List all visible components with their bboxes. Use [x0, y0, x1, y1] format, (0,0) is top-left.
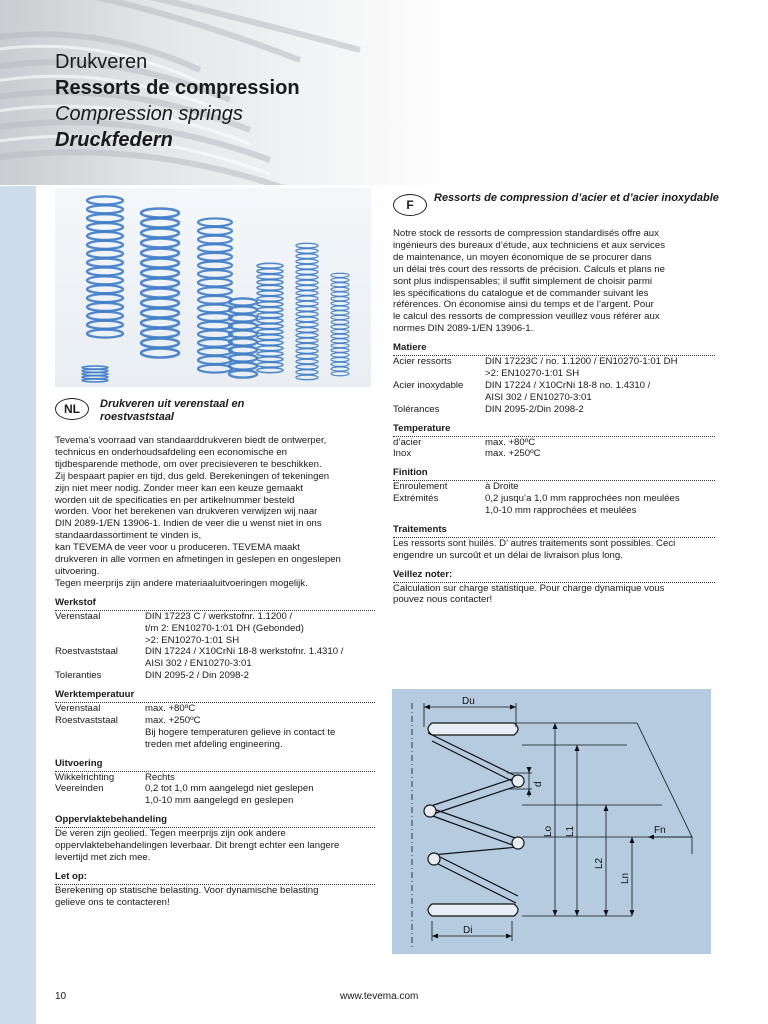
- nl-column: [55, 435, 375, 909]
- spring: [141, 209, 179, 358]
- spec-row: [393, 392, 715, 404]
- spec-key: Roestvaststaal: [55, 714, 118, 726]
- spec-value: max. +250ºC: [145, 714, 201, 726]
- spec-value: DIN 17224 / X10CrNi 18-8 no. 1.4310 /: [485, 379, 651, 391]
- text-line: Berekening op statische belasting. Voor dynamische belasting: [55, 884, 319, 896]
- spec-value: DIN 17224 / X10CrNi 18-8 werkstofnr. 1.4310 /: [145, 646, 344, 658]
- nl-letop-title: Let op:: [55, 871, 375, 885]
- spec-value: AISI 302 / EN10270-3:01: [145, 658, 252, 670]
- text-line: engendre un surcoût et un délai de livraison plus long.: [393, 549, 623, 561]
- spec-key: [55, 635, 145, 647]
- spec-value: 0,2 tot 1,0 mm aangelegd niet geslepen: [145, 783, 314, 795]
- title-en: Compression springs: [55, 103, 243, 125]
- text-line: levertijd met zich mee.: [55, 852, 151, 863]
- spring: [296, 243, 318, 379]
- intro-line: kan TEVEMA de veer voor u produceren. TEVEMA maakt: [55, 542, 300, 554]
- spec-value: treden met afdeling engineering.: [145, 738, 283, 750]
- label-fn: Fn: [654, 825, 666, 836]
- spec-key: [55, 795, 145, 807]
- spec-row: [55, 703, 375, 715]
- intro-line: Notre stock de ressorts de compression standardisés offre aux: [393, 228, 659, 239]
- fr-matiere-table: [393, 356, 715, 416]
- spec-row: [393, 368, 715, 380]
- spring: [229, 298, 257, 377]
- spec-key: Inox: [393, 448, 412, 460]
- spec-value: t/m 2: EN10270-1:01 DH (Gebonded): [145, 622, 304, 634]
- spec-row: [393, 505, 715, 517]
- spec-value: 1,0-10 mm aangelegd en geslepen: [145, 795, 294, 807]
- intro-line: technicus en onderhoudsafdeling een economische en: [55, 446, 288, 458]
- nl-uitvoering-table: [55, 772, 375, 808]
- spec-row: [55, 670, 375, 682]
- fr-veuillez-text: [393, 583, 715, 607]
- spec-value: >2: EN10270-1:01 SH: [145, 634, 240, 646]
- spec-row: [55, 635, 375, 647]
- spring: [87, 196, 123, 337]
- fr-veuillez-title: Veillez noter:: [393, 569, 715, 583]
- spec-row: [393, 481, 715, 493]
- intro-line: normes DIN 2089-1/EN 13906-1.: [393, 323, 534, 335]
- intro-line: sont plus indispensables; il suffit simplement de choisir parmi: [393, 275, 652, 287]
- text-line: Les ressorts sont huilés. D’ autres traitements sont possibles. Ceci: [393, 537, 676, 549]
- spec-key: [55, 658, 145, 670]
- spring: [257, 263, 283, 372]
- intro-line: ingénieurs des bureaux d’étude, aux techniciens et aux services: [393, 239, 665, 251]
- spec-row: [393, 380, 715, 392]
- spec-key: [55, 739, 145, 751]
- intro-line: tijdbesparende methode, om over precisieveren te beschikken.: [55, 458, 322, 470]
- intro-line: le calcul des ressorts de compression veuillez vous référer aux: [393, 311, 660, 323]
- nl-intro-paragraph: [55, 435, 375, 590]
- title-nl: Drukveren: [55, 51, 148, 73]
- spec-value: DIN 2095-2/Din 2098-2: [485, 403, 584, 415]
- spec-key: Veereinden: [55, 783, 104, 795]
- nl-oppervlakte-text: [55, 828, 375, 864]
- page-titles: [55, 49, 300, 153]
- spec-row: [393, 437, 715, 449]
- intro-line: Tegen meerprijs zijn andere materiaaluitvoeringen mogelijk.: [55, 577, 308, 589]
- spec-key: Acier inoxydable: [393, 379, 464, 391]
- label-ln: Ln: [620, 872, 631, 884]
- text-line: De veren zijn geolied. Tegen meerprijs zijn ook andere: [55, 828, 286, 840]
- intro-line: un délai très court des ressorts de précision. Calculs et plans ne: [393, 263, 665, 275]
- text-line: gelieve ons te contacteren!: [55, 896, 170, 908]
- spec-row: [55, 611, 375, 623]
- spec-row: [55, 658, 375, 670]
- spec-row: [55, 739, 375, 751]
- fr-finition-table: [393, 481, 715, 517]
- nl-werkstof-title: Werkstof: [55, 597, 375, 611]
- spec-key: Acier ressorts: [393, 356, 452, 368]
- fr-section-heading: Ressorts de compression d’acier et d’acier inoxydable: [434, 192, 719, 204]
- label-lo: Lo: [543, 825, 554, 837]
- side-stripe: [0, 186, 36, 1024]
- spec-value: AISI 302 / EN10270-3:01: [485, 391, 592, 403]
- intro-line: worden uit de specificaties en per artikelnummer besteld: [55, 494, 295, 506]
- spec-key: [393, 368, 485, 380]
- spec-value: max. +80ºC: [145, 703, 196, 715]
- spec-key: [393, 505, 485, 517]
- intro-line: standaardassortiment te vinden is,: [55, 530, 202, 542]
- fr-traitements-text: [393, 538, 715, 562]
- nl-section-heading: Drukveren uit verenstaal en roestvaststaal: [100, 398, 245, 423]
- spec-key: Tolérances: [393, 403, 440, 415]
- spec-value: 1,0-10 mm rapprochées et meulées: [485, 505, 637, 517]
- fr-temperature-title: Temperature: [393, 423, 715, 437]
- fr-language-badge: F: [393, 194, 427, 216]
- spring: [198, 218, 232, 372]
- spec-key: [55, 623, 145, 635]
- intro-line: zijn niet meer nodig. Zonder meer kan een keuze gemaakt: [55, 482, 303, 494]
- fr-temperature-table: [393, 437, 715, 461]
- spring: [331, 273, 349, 376]
- footer-url: www.tevema.com: [340, 991, 419, 1002]
- spring-coils: [424, 723, 524, 916]
- intro-line: références. On économise ainsi du temps et de l’argent. Pour: [393, 299, 654, 311]
- spec-value: DIN 17223 C / werkstofnr. 1.1200 /: [145, 610, 293, 622]
- spec-key: Enroulement: [393, 481, 448, 493]
- spec-row: [55, 646, 375, 658]
- spring: [82, 366, 108, 382]
- page-number: 10: [55, 991, 67, 1002]
- spring-dimension-diagram: [392, 689, 711, 954]
- intro-line: uitvoering.: [55, 565, 100, 577]
- spec-key: [55, 727, 145, 739]
- label-l2: L2: [594, 857, 605, 869]
- title-de: Druckfedern: [55, 129, 173, 151]
- spec-row: [55, 715, 375, 727]
- spec-value: >2: EN10270-1:01 SH: [485, 367, 580, 379]
- intro-line: Zij bespaart papier en tijd, dus geld. Berekeningen of tekeningen: [55, 470, 330, 482]
- spec-key: Roestvaststaal: [55, 646, 118, 658]
- spec-key: Extrémités: [393, 493, 439, 505]
- spec-value: 0,2 jusqu’a 1,0 mm rapprochées non meulées: [485, 493, 680, 505]
- spec-value: DIN 2095-2 / Din 2098-2: [145, 670, 249, 682]
- fr-intro-paragraph: [393, 228, 715, 335]
- spec-value: Bij hogere temperaturen gelieve in contact te: [145, 726, 336, 738]
- springs-photo: [55, 188, 371, 387]
- intro-line: de maintenance, un moyen économique de se procurer dans: [393, 251, 652, 263]
- spec-row: [55, 783, 375, 795]
- fr-matiere-title: Matiere: [393, 342, 715, 356]
- nl-werktemperatuur-title: Werktemperatuur: [55, 689, 375, 703]
- label-du: Du: [462, 696, 475, 707]
- intro-line: DIN 2089-1/EN 13906-1. Indien de veer die u wenst niet in ons: [55, 518, 322, 530]
- text-line: oppervlaktebehandelingen leverbaar. Dit brengt echter een langere: [55, 840, 340, 852]
- spec-row: [393, 356, 715, 368]
- intro-line: drukveren in alle vormen en afmetingen in geslepen en ongeslepen: [55, 554, 341, 566]
- fr-finition-title: Finition: [393, 467, 715, 481]
- intro-line: Tevema’s voorraad van standaarddrukveren biedt de ontwerper,: [55, 435, 327, 446]
- nl-oppervlakte-title: Oppervlaktebehandeling: [55, 814, 375, 828]
- spec-key: d’acier: [393, 436, 422, 448]
- text-line: Calculation sur charge statistique. Pour charge dynamique vous: [393, 582, 665, 594]
- nl-letop-text: [55, 885, 375, 909]
- spec-value: à Droite: [485, 481, 519, 493]
- fr-column: [393, 228, 715, 606]
- spec-row: [55, 727, 375, 739]
- spec-key: Verenstaal: [55, 610, 101, 622]
- intro-line: worden. Voor het berekenen van drukveren verwijzen wij naar: [55, 506, 318, 518]
- spec-value: max. +80ºC: [485, 436, 536, 448]
- nl-uitvoering-title: Uitvoering: [55, 758, 375, 772]
- spec-row: [393, 404, 715, 416]
- spec-key: Toleranties: [55, 670, 102, 682]
- fr-traitements-title: Traitements: [393, 524, 715, 538]
- spec-row: [393, 448, 715, 460]
- label-l1: L1: [565, 825, 576, 837]
- spec-key: Verenstaal: [55, 703, 101, 715]
- spec-row: [55, 623, 375, 635]
- label-d: d: [533, 781, 544, 787]
- spec-key: Wikkelrichting: [55, 771, 115, 783]
- intro-line: les spécifications du catalogue et de commander suivant les: [393, 287, 649, 299]
- spec-key: [393, 392, 485, 404]
- nl-werktemperatuur-table: [55, 703, 375, 751]
- spec-row: [55, 795, 375, 807]
- spec-value: Rechts: [145, 771, 175, 783]
- text-line: pouvez nous contacter!: [393, 594, 493, 606]
- spec-row: [393, 493, 715, 505]
- spec-value: max. +250ºC: [485, 448, 541, 460]
- label-di: Di: [463, 925, 473, 936]
- spec-row: [55, 772, 375, 784]
- nl-language-badge: NL: [55, 398, 89, 420]
- spec-value: DIN 17223C / no. 1.1200 / EN10270-1:01 DH: [485, 356, 678, 368]
- nl-werkstof-table: [55, 611, 375, 682]
- title-fr: Ressorts de compression: [55, 77, 300, 99]
